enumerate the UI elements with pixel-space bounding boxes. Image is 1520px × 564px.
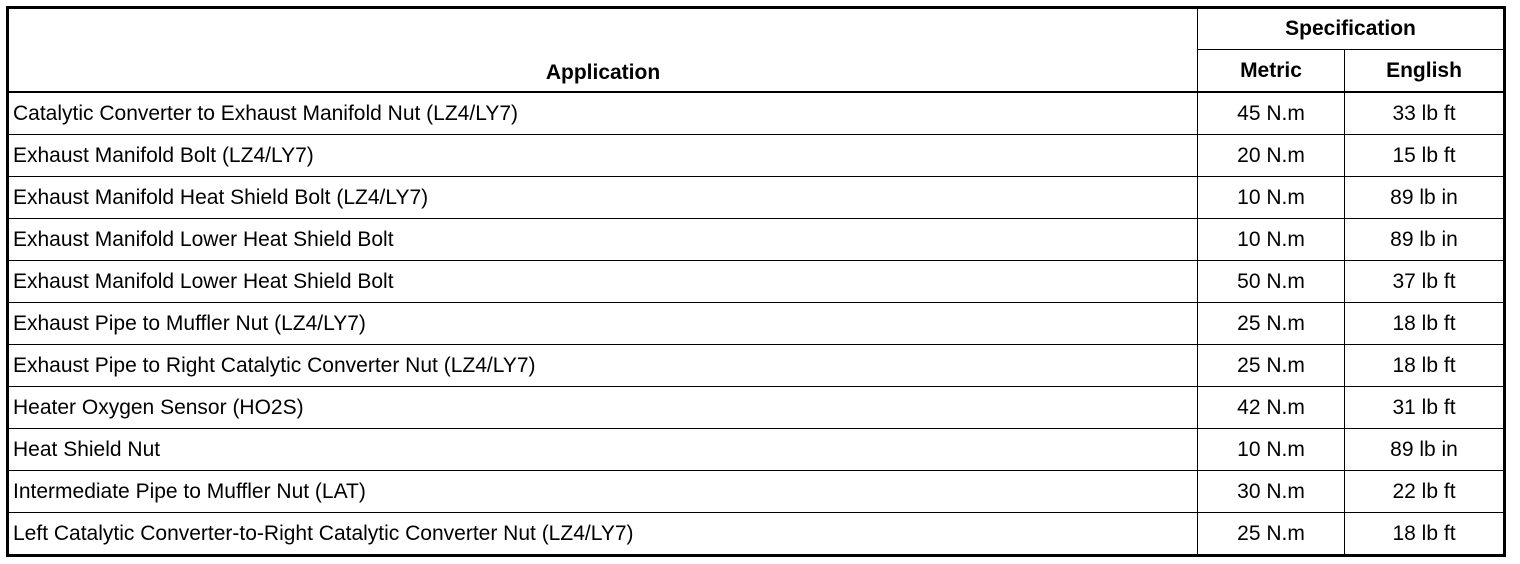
english-cell: 89 lb in — [1345, 177, 1505, 219]
header-row-top — [8, 8, 1505, 50]
table-row — [8, 219, 1505, 261]
application-cell: Exhaust Manifold Lower Heat Shield Bolt — [8, 261, 1198, 303]
application-cell: Left Catalytic Converter-to-Right Catalytic Converter Nut (LZ4/LY7) — [8, 513, 1198, 556]
english-cell: 89 lb in — [1345, 429, 1505, 471]
application-cell: Intermediate Pipe to Muffler Nut (LAT) — [8, 471, 1198, 513]
application-cell: Exhaust Manifold Bolt (LZ4/LY7) — [8, 135, 1198, 177]
table-row — [8, 92, 1505, 135]
metric-cell: 30 N.m — [1198, 471, 1345, 513]
application-column-header: Application — [8, 8, 1198, 93]
table-body — [8, 92, 1505, 556]
application-cell: Exhaust Pipe to Right Catalytic Converter Nut (LZ4/LY7) — [8, 345, 1198, 387]
specification-column-header: Specification — [1198, 8, 1505, 50]
english-cell: 33 lb ft — [1345, 92, 1505, 135]
table-row — [8, 177, 1505, 219]
application-cell: Exhaust Pipe to Muffler Nut (LZ4/LY7) — [8, 303, 1198, 345]
metric-cell: 20 N.m — [1198, 135, 1345, 177]
table-row — [8, 303, 1505, 345]
table-row — [8, 345, 1505, 387]
english-cell: 18 lb ft — [1345, 345, 1505, 387]
english-cell: 15 lb ft — [1345, 135, 1505, 177]
metric-cell: 50 N.m — [1198, 261, 1345, 303]
fastener-specification-table — [6, 6, 1506, 557]
metric-cell: 45 N.m — [1198, 92, 1345, 135]
english-column-header: English — [1345, 50, 1505, 93]
metric-cell: 25 N.m — [1198, 303, 1345, 345]
metric-column-header: Metric — [1198, 50, 1345, 93]
metric-cell: 10 N.m — [1198, 219, 1345, 261]
english-cell: 37 lb ft — [1345, 261, 1505, 303]
application-cell: Heater Oxygen Sensor (HO2S) — [8, 387, 1198, 429]
table-row — [8, 387, 1505, 429]
application-cell: Heat Shield Nut — [8, 429, 1198, 471]
table-header — [8, 8, 1505, 93]
table-row — [8, 471, 1505, 513]
metric-cell: 10 N.m — [1198, 429, 1345, 471]
table-row — [8, 261, 1505, 303]
english-cell: 18 lb ft — [1345, 513, 1505, 556]
application-cell: Catalytic Converter to Exhaust Manifold Nut (LZ4/LY7) — [8, 92, 1198, 135]
metric-cell: 42 N.m — [1198, 387, 1345, 429]
english-cell: 22 lb ft — [1345, 471, 1505, 513]
metric-cell: 25 N.m — [1198, 345, 1345, 387]
application-cell: Exhaust Manifold Lower Heat Shield Bolt — [8, 219, 1198, 261]
english-cell: 89 lb in — [1345, 219, 1505, 261]
table-row — [8, 513, 1505, 556]
metric-cell: 25 N.m — [1198, 513, 1345, 556]
metric-cell: 10 N.m — [1198, 177, 1345, 219]
english-cell: 31 lb ft — [1345, 387, 1505, 429]
table-row — [8, 135, 1505, 177]
application-cell: Exhaust Manifold Heat Shield Bolt (LZ4/LY7) — [8, 177, 1198, 219]
english-cell: 18 lb ft — [1345, 303, 1505, 345]
table-row — [8, 429, 1505, 471]
